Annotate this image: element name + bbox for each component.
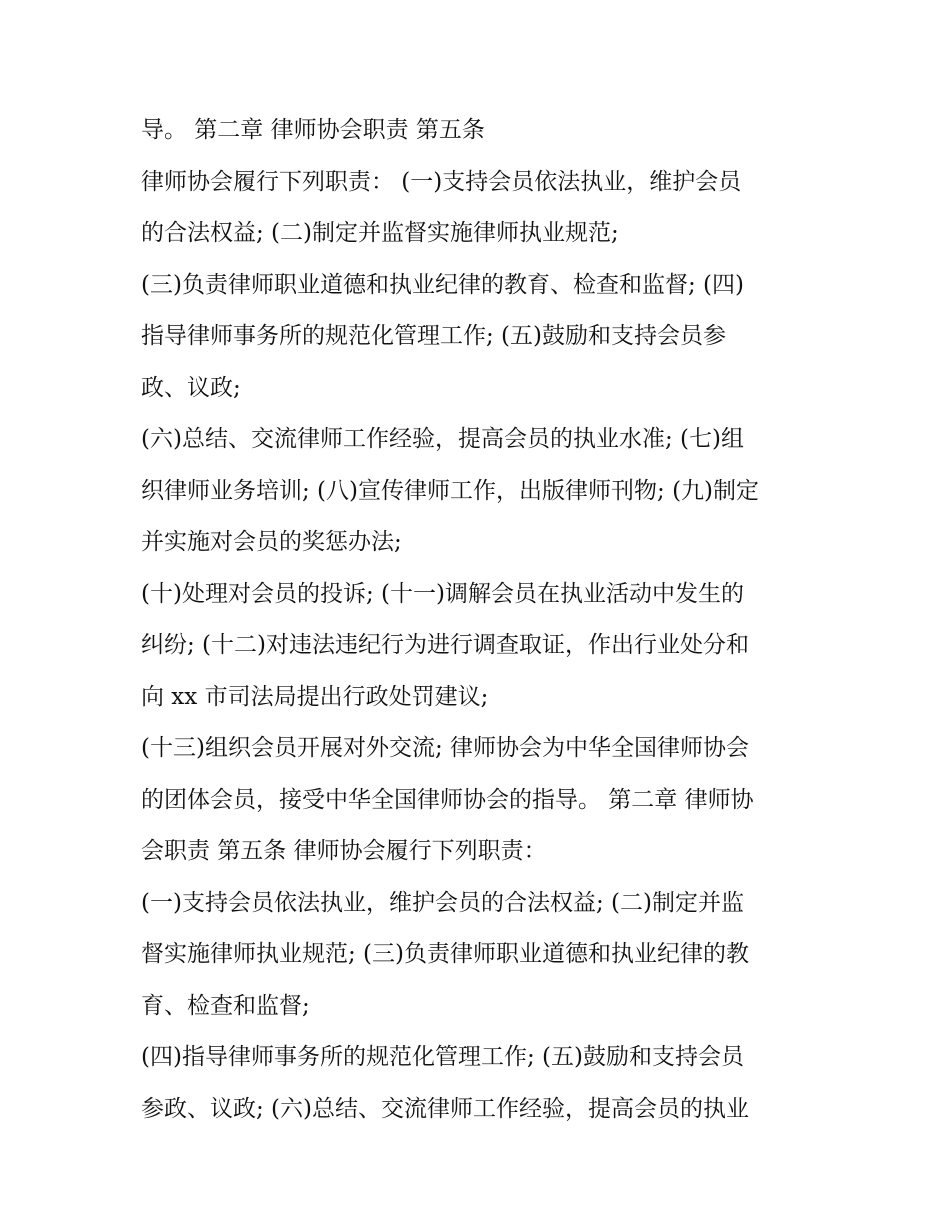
text-line: 的合法权益; (二)制定并监督实施律师执业规范; [141, 220, 619, 246]
text-line: 督实施律师执业规范; (三)负责律师职业道德和执业纪律的教 [141, 941, 750, 967]
text-line: (四)指导律师事务所的规范化管理工作; (五)鼓励和支持会员 [141, 1044, 744, 1070]
text-line: 向 xx 市司法局提出行政处罚建议; [141, 683, 489, 710]
text-line: 参政、议政; (六)总结、交流律师工作经验，提高会员的执业 [141, 1095, 750, 1122]
text-line: 并实施对会员的奖惩办法; [141, 529, 402, 555]
text-line: 政、议政; [141, 374, 241, 401]
text-line: (六)总结、交流律师工作经验，提高会员的执业水准; (七)组 [141, 426, 744, 452]
text-line: (一)支持会员依法执业，维护会员的合法权益; (二)制定并监 [141, 889, 744, 916]
text-line: 织律师业务培训; (八)宣传律师工作，出版律师刊物; (九)制定 [141, 477, 760, 504]
text-line: 的团体会员，接受中华全国律师协会的指导。 第二章 律师协 [141, 786, 754, 813]
text-line: (三)负责律师职业道德和执业纪律的教育、检查和监督; (四) [141, 271, 744, 298]
text-line: 会职责 第五条 律师协会履行下列职责： [141, 838, 547, 864]
text-line: 律师协会履行下列职责： (一)支持会员依法执业，维护会员 [141, 168, 742, 195]
text-line: 育、检查和监督; [141, 992, 310, 1019]
body-text [141, 105, 821, 1135]
text-line: 指导律师事务所的规范化管理工作; (五)鼓励和支持会员参 [141, 323, 727, 349]
text-line: (十三)组织会员开展对外交流; 律师协会为中华全国律师协会 [141, 735, 750, 761]
text-line: (十)处理对会员的投诉; (十一)调解会员在执业活动中发生的 [141, 580, 744, 607]
text-line: 导。 第二章 律师协会职责 第五条 [141, 117, 485, 143]
text-line: 纠纷; (十二)对违法违纪行为进行调查取证，作出行业处分和 [141, 632, 750, 658]
